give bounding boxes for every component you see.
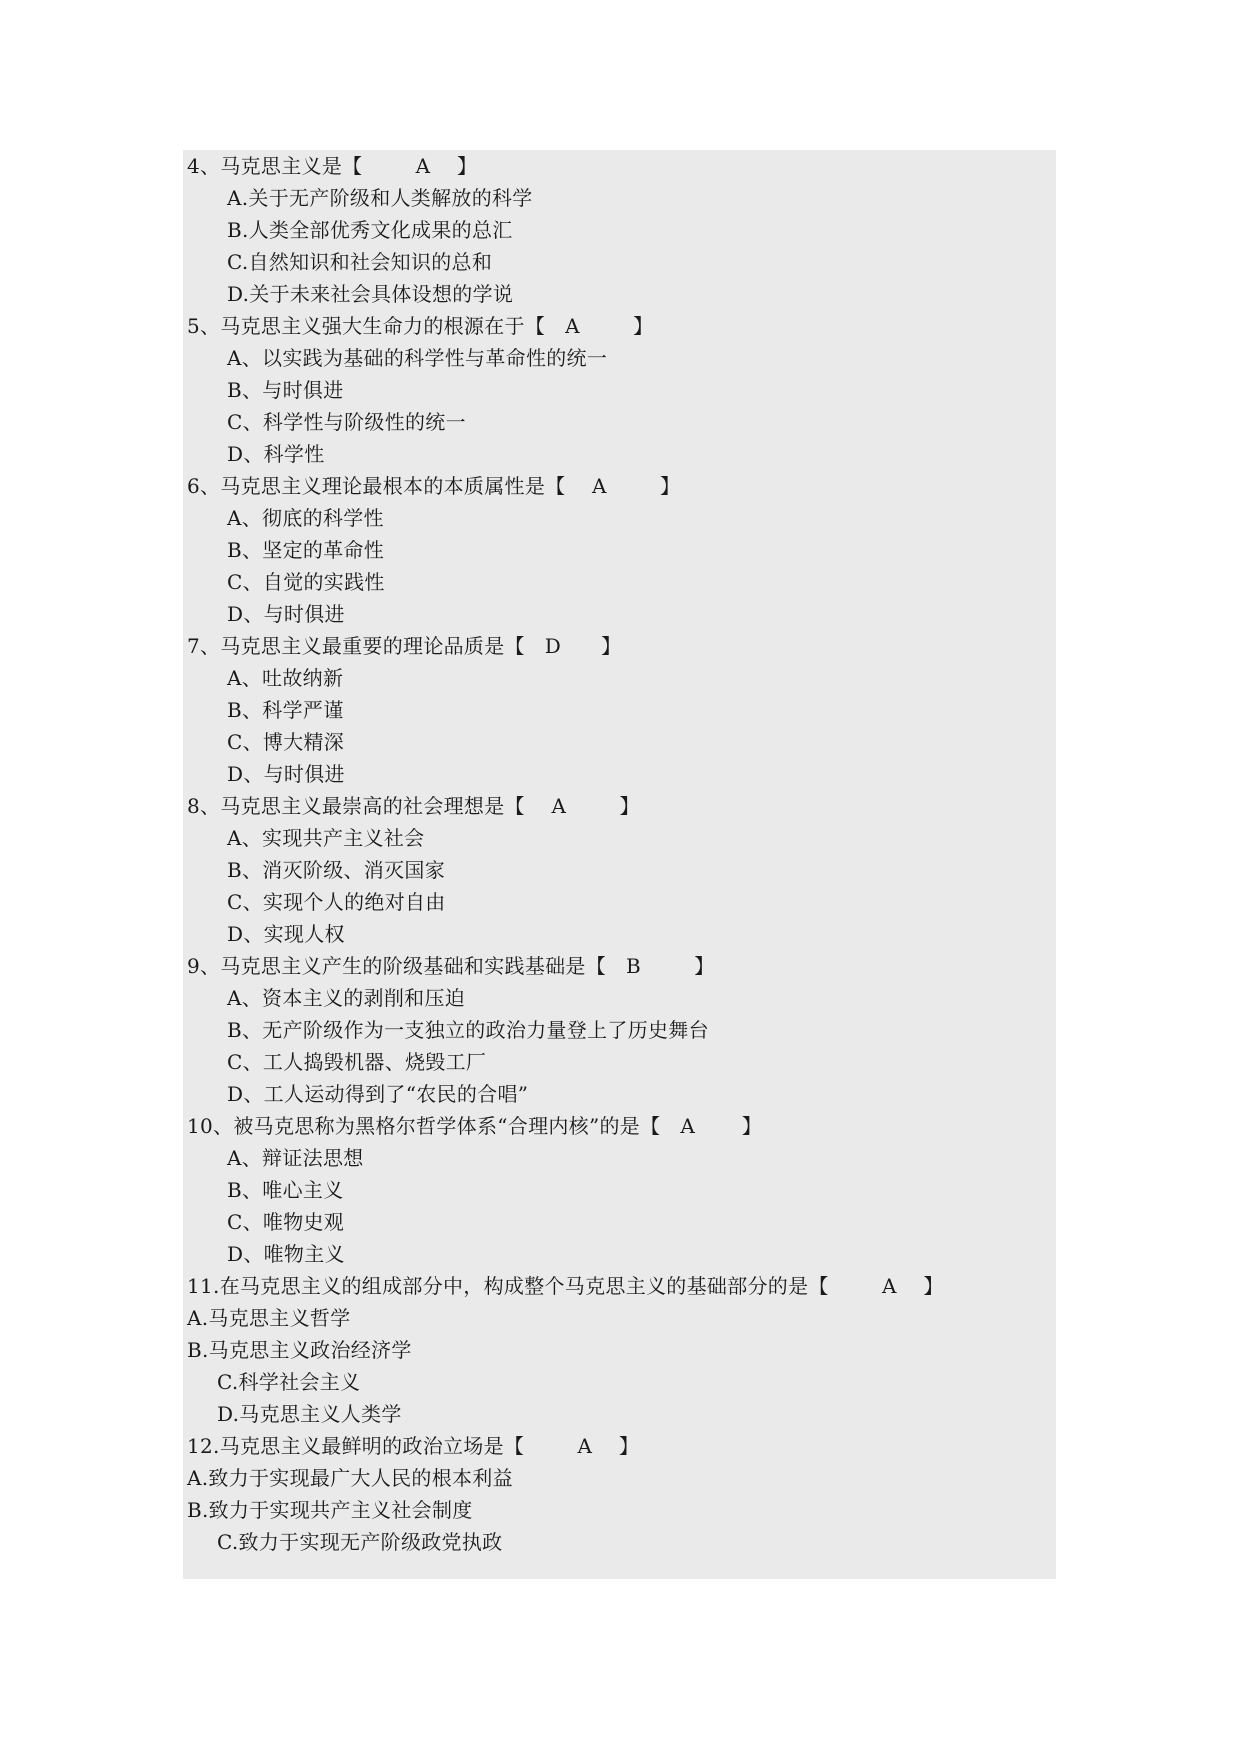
option-b: B、消灭阶级、消灭国家 — [227, 858, 445, 882]
option-c: C、博大精深 — [227, 730, 345, 754]
option-a: A、以实践为基础的科学性与革命性的统一 — [227, 346, 608, 370]
option-c: C、工人捣毁机器、烧毁工厂 — [227, 1050, 487, 1074]
question-stem: 7、马克思主义最重要的理论品质是【 D 】 — [187, 634, 622, 658]
option-d: D、与时俱进 — [227, 762, 345, 786]
option-d: D、实现人权 — [227, 922, 345, 946]
option-c: C.自然知识和社会知识的总和 — [227, 250, 493, 274]
question-panel — [183, 150, 1056, 1579]
option-b: B.致力于实现共产主义社会制度 — [187, 1498, 473, 1522]
option-c: C、唯物史观 — [227, 1210, 345, 1234]
option-a: A、吐故纳新 — [227, 666, 344, 690]
option-d: D、唯物主义 — [227, 1242, 345, 1266]
option-c: C.科学社会主义 — [217, 1370, 361, 1394]
option-b: B、唯心主义 — [227, 1178, 344, 1202]
option-c: C、科学性与阶级性的统一 — [227, 410, 466, 434]
option-a: A、辩证法思想 — [227, 1146, 364, 1170]
option-b: B.人类全部优秀文化成果的总汇 — [227, 218, 513, 242]
question-stem: 8、马克思主义最崇高的社会理想是【 A 】 — [187, 794, 640, 818]
option-a: A.致力于实现最广大人民的根本利益 — [187, 1466, 513, 1490]
question-stem: 4、马克思主义是【 A 】 — [187, 154, 478, 178]
option-a: A.关于无产阶级和人类解放的科学 — [227, 186, 533, 210]
option-a: A、实现共产主义社会 — [227, 826, 425, 850]
question-stem: 6、马克思主义理论最根本的本质属性是【 A 】 — [187, 474, 681, 498]
option-c: C、实现个人的绝对自由 — [227, 890, 446, 914]
question-stem: 12.马克思主义最鲜明的政治立场是【 A 】 — [187, 1434, 640, 1458]
option-b: B、坚定的革命性 — [227, 538, 385, 562]
option-a: A、彻底的科学性 — [227, 506, 384, 530]
option-d: D、与时俱进 — [227, 602, 345, 626]
question-stem: 11.在马克思主义的组成部分中，构成整个马克思主义的基础部分的是【 A 】 — [187, 1274, 944, 1298]
option-c: C.致力于实现无产阶级政党执政 — [217, 1530, 503, 1554]
option-d: D.关于未来社会具体设想的学说 — [227, 282, 514, 306]
option-b: B.马克思主义政治经济学 — [187, 1338, 412, 1362]
question-stem: 5、马克思主义强大生命力的根源在于【 A 】 — [187, 314, 654, 338]
option-c: C、自觉的实践性 — [227, 570, 385, 594]
question-stem: 10、被马克思称为黑格尔哲学体系“合理内核”的是【 A 】 — [187, 1114, 763, 1138]
option-d: D、科学性 — [227, 442, 325, 466]
option-a: A、资本主义的剥削和压迫 — [227, 986, 466, 1010]
option-b: B、与时俱进 — [227, 378, 344, 402]
option-a: A.马克思主义哲学 — [187, 1306, 351, 1330]
option-d: D、工人运动得到了“农民的合唱” — [227, 1082, 529, 1106]
question-stem: 9、马克思主义产生的阶级基础和实践基础是【 B 】 — [187, 954, 715, 978]
option-b: B、无产阶级作为一支独立的政治力量登上了历史舞台 — [227, 1018, 709, 1042]
option-d: D.马克思主义人类学 — [217, 1402, 402, 1426]
option-b: B、科学严谨 — [227, 698, 344, 722]
